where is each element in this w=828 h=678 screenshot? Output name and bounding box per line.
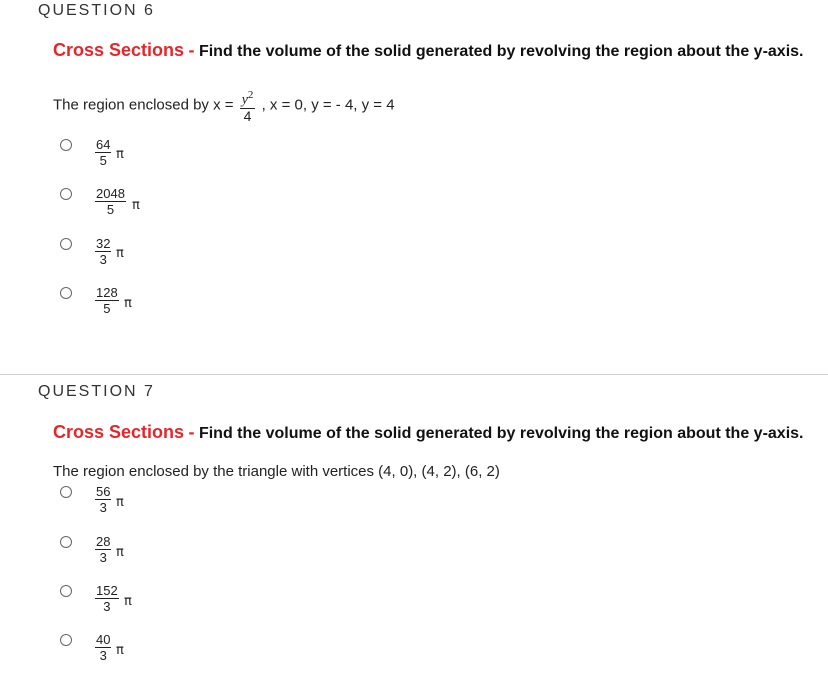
question-6-region-fraction — [240, 88, 256, 123]
fraction-numerator: 152 — [96, 583, 118, 598]
question-7-region: The region enclosed by the triangle with vertices (4, 0), (4, 2), (6, 2) — [53, 463, 500, 480]
radio-button[interactable] — [60, 238, 72, 250]
fraction-numerator: 56 — [96, 484, 111, 499]
option-fraction — [95, 285, 119, 316]
question-6-region-suffix: , x = 0, y = - 4, y = 4 — [261, 96, 395, 114]
option-fraction — [95, 632, 111, 663]
question-7-header: QUESTION 7 — [38, 383, 155, 400]
question-6-dash: - — [188, 40, 195, 60]
radio-button[interactable] — [60, 536, 72, 548]
fraction-denominator: 3 — [99, 500, 107, 515]
fraction-denominator: 3 — [99, 252, 107, 267]
option-fraction — [95, 186, 126, 217]
fraction-numerator: 128 — [96, 285, 118, 300]
question-7-dash: - — [188, 422, 195, 442]
question-6-fraction-denominator: 4 — [243, 107, 252, 124]
fraction-numerator: 32 — [96, 236, 111, 251]
question-6-region — [53, 88, 395, 123]
radio-button[interactable] — [60, 585, 72, 597]
fraction-numerator: 28 — [96, 534, 111, 549]
pi-symbol: π — [124, 594, 132, 609]
radio-button[interactable] — [60, 486, 72, 498]
question-6-topic: Cross Sections — [53, 40, 185, 60]
fraction-denominator: 5 — [99, 153, 107, 168]
pi-symbol: π — [124, 296, 132, 311]
fraction-denominator: 5 — [106, 202, 115, 217]
question-7-description: Find the volume of the solid generated by revolving the region about the y-axis. — [198, 425, 804, 442]
option-fraction — [95, 484, 111, 515]
pi-symbol: π — [116, 147, 124, 162]
question-6-fraction-exponent: 2 — [247, 89, 254, 101]
question-divider — [0, 374, 828, 375]
fraction-numerator: 64 — [96, 137, 111, 152]
pi-symbol: π — [116, 495, 124, 510]
fraction-denominator: 5 — [103, 301, 111, 316]
pi-symbol: π — [116, 246, 124, 261]
pi-symbol: π — [116, 643, 124, 658]
pi-symbol: π — [132, 198, 140, 213]
radio-button[interactable] — [60, 634, 72, 646]
radio-button[interactable] — [60, 139, 72, 151]
radio-button[interactable] — [60, 188, 72, 200]
option-fraction — [95, 534, 111, 565]
fraction-numerator: 2048 — [96, 186, 125, 201]
question-6-title — [53, 40, 803, 61]
question-7-topic: Cross Sections — [53, 422, 185, 442]
fraction-numerator: 40 — [96, 632, 111, 647]
option-fraction — [95, 583, 119, 614]
fraction-denominator: 3 — [103, 599, 111, 614]
fraction-denominator: 3 — [99, 550, 107, 565]
option-fraction — [95, 137, 111, 168]
fraction-denominator: 3 — [99, 648, 107, 663]
option-fraction — [95, 236, 111, 267]
question-7-title — [53, 422, 803, 443]
question-6-header: QUESTION 6 — [38, 2, 155, 19]
pi-symbol: π — [116, 545, 124, 560]
question-6-fraction-var: y — [241, 92, 248, 108]
radio-button[interactable] — [60, 287, 72, 299]
question-6-region-prefix: The region enclosed by x = — [53, 96, 234, 114]
question-6-description: Find the volume of the solid generated by revolving the region about the y-axis. — [198, 43, 804, 60]
